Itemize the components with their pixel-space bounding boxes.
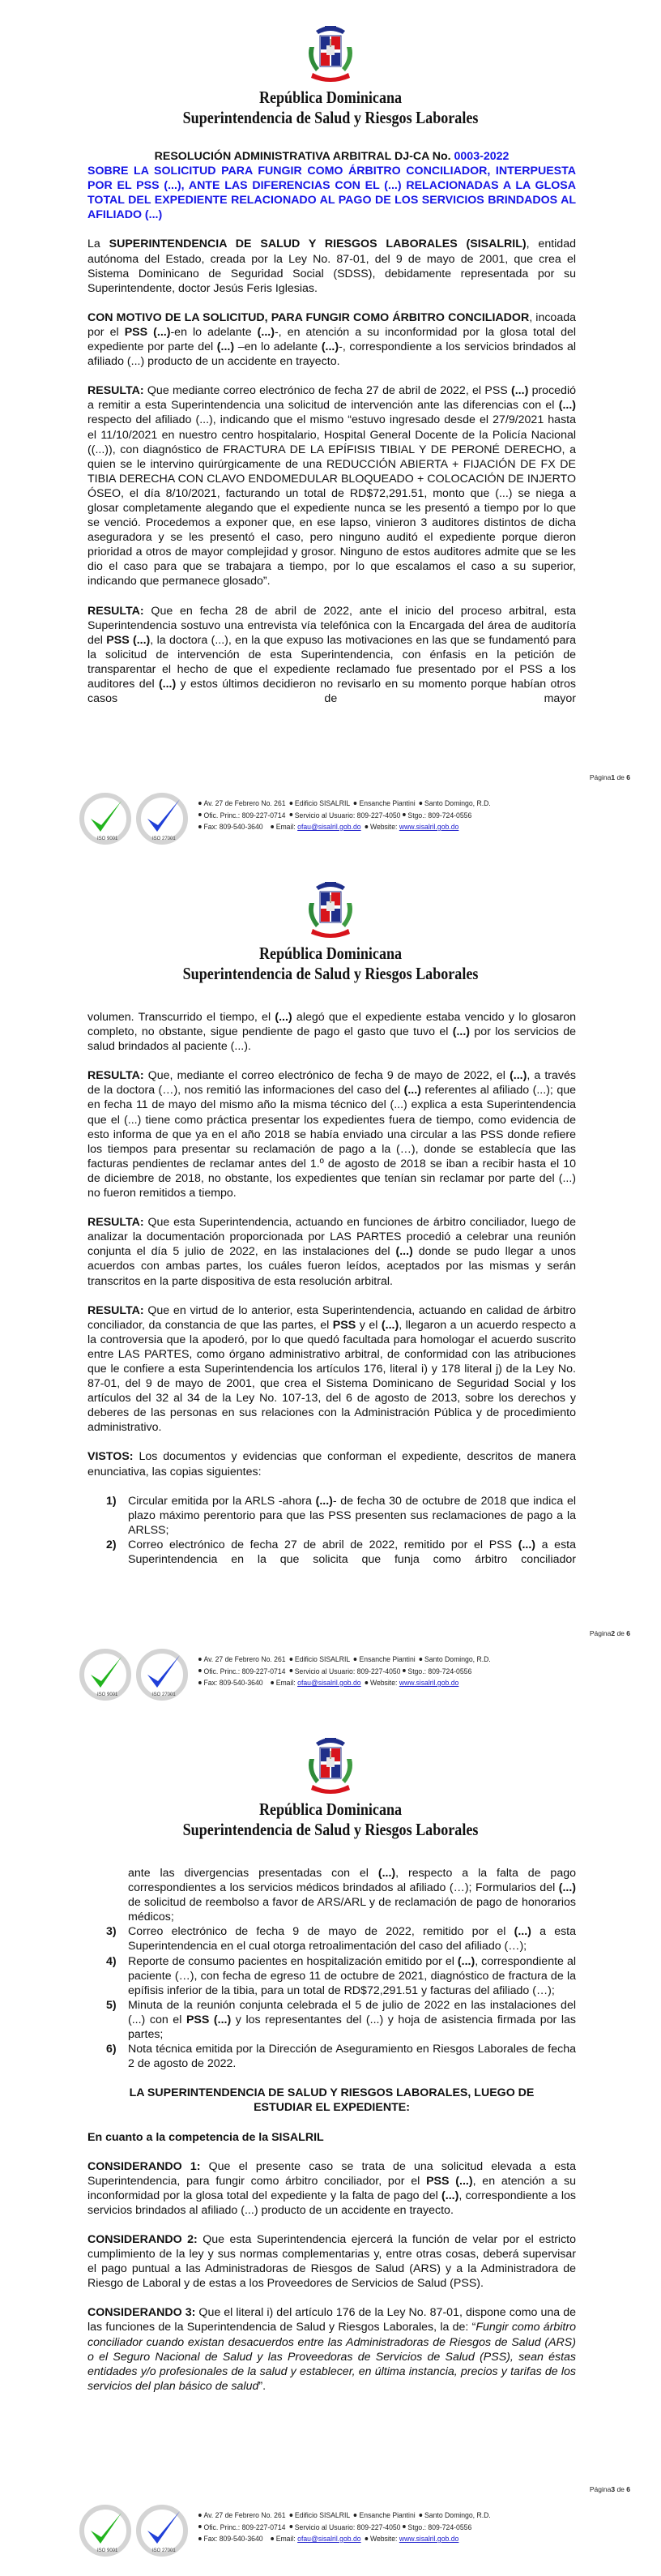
item-number: 6) <box>106 2043 117 2056</box>
vistos-list-continued <box>87 1866 576 2071</box>
competencia-heading: En cuanto a la competencia de la SISALRIL <box>87 2130 324 2144</box>
text: Email: <box>275 823 298 831</box>
badge-label: ISO 9001 <box>97 837 118 841</box>
badge-label: ISO 27001 <box>152 1692 176 1697</box>
considerando-label: CONSIDERANDO 2: <box>87 2232 198 2246</box>
text: por los servicios de salud brindados al paciente (...). <box>87 1025 577 1054</box>
text: (...) <box>452 1025 470 1039</box>
item-number: 3) <box>106 1925 117 1939</box>
motivo-paragraph <box>87 310 576 369</box>
text: , la doctora (...), en la que expuso las motivaciones en las que se fundamentó para la solicitud de intervención de esta Superintendencia, con énfasis en la petición de transparentar el hecho de que el expediente reclamado fue presentado por el PSS a los auditores del <box>87 633 577 691</box>
header-country: República Dominicana <box>258 944 403 963</box>
item-number: 2) <box>106 1538 117 1551</box>
resolution-prefix: RESOLUCIÓN ADMINISTRATIVA ARBITRAL DJ-CA No. <box>154 150 454 163</box>
text: (...) <box>315 1494 333 1508</box>
page-3 <box>0 1712 661 2576</box>
text: -, en atención a su inconformidad por la glosa total del expediente por parte del <box>87 325 576 354</box>
text: 6 <box>626 1629 630 1637</box>
text: Santo Domingo, R.D. <box>424 2511 491 2519</box>
iso-27001-badge-icon <box>136 1649 188 1701</box>
text: y estos últimos decidieron no revisarlo en su momento porque habían otros casos de mayor <box>87 678 576 706</box>
list-item <box>106 1494 576 1538</box>
text: Servicio al Usuario: 809-227-4050 <box>294 2523 401 2531</box>
text: Los documentos y evidencias que conforman el expediente, descritos de manera enunciativa, las copias siguientes: <box>87 1450 576 1478</box>
list-item <box>106 1954 576 1998</box>
email-link[interactable]: ofau@sisalril.gob.do <box>297 2535 361 2543</box>
item-number: 4) <box>106 1954 117 1968</box>
text: , respecto a la falta de pago correspondientes a los servicios médicos brindados al afiliado (…); Formularios del <box>128 1867 576 1895</box>
text: Edificio SISALRIL <box>294 799 351 807</box>
resulta-label: RESULTA: <box>87 604 144 618</box>
page-footer <box>0 1623 661 1712</box>
badge-label: ISO 9001 <box>97 2548 118 2553</box>
text: Ofic. Princ.: 809-227-0714 <box>203 1667 286 1675</box>
text: Santo Domingo, R.D. <box>424 799 491 807</box>
text: Stgo.: 809-724-0556 <box>407 811 472 819</box>
text: Servicio al Usuario: 809-227-4050 <box>294 811 401 819</box>
text: -, correspondiente a los servicios brindados al afiliado (...) producto de un accidente en trayecto. <box>87 340 576 369</box>
page-1 <box>0 0 661 856</box>
entity-name: SUPERINTENDENCIA DE SALUD Y RIESGOS LABORALES (SISALRIL) <box>109 237 527 251</box>
text: , en atención a su inconformidad por la glosa total del expediente y la falta de pago del <box>87 2174 576 2202</box>
text: 6 <box>626 2485 630 2493</box>
text: Que esta Superintendencia ejercerá la función de velar por el estricto cumplimiento de la ley y sus normas complementarias y, entre otras cosas, deberá supervisar el pago puntual a las Administradoras de Riesgos de Salud (ARS) y a la Administradora de Riesgo de Laboral y de estas a los Proveedores de Servicios de Salud (PSS). <box>87 2232 577 2291</box>
text: Website: <box>369 2535 399 2543</box>
text: (...) <box>558 399 576 413</box>
text: Ensanche Piantini <box>359 799 416 807</box>
text: (...) <box>441 2189 459 2202</box>
text: Website: <box>369 823 399 831</box>
text: Que el literal i) del artículo 176 de la Ley No. 87-01, dispone como una de las funciones de la Superintendencia de Salud y Riesgos Laborales, la de: “ <box>87 2306 576 2334</box>
list-item <box>106 1998 576 2042</box>
text: , a través de la doctora (…), nos remitió las informaciones del caso del <box>87 1069 576 1098</box>
text: Av. 27 de Febrero No. 261 <box>203 1655 286 1663</box>
coat-of-arms-icon <box>298 1735 363 1799</box>
text: (...) <box>457 1954 475 1968</box>
text: (...) <box>514 1925 531 1939</box>
considerando-3 <box>87 2305 576 2394</box>
text: (...) <box>511 384 529 398</box>
page-2 <box>0 856 661 1712</box>
text: - de fecha 30 de octubre de 2018 que indica el plazo máximo perentorio para que las PSS presenten sus reclamaciones de pago a la ARLSS; <box>128 1494 576 1537</box>
text: a esta Superintendencia en la que solicita que funja como árbitro conciliador <box>128 1538 577 1566</box>
text: Circular emitida por la ARLS -ahora <box>128 1494 316 1508</box>
resulta-2-continued <box>87 1010 576 1054</box>
text: (...) <box>216 340 235 354</box>
text: Edificio SISALRIL <box>294 2511 351 2519</box>
iso-27001-badge-icon <box>136 2505 188 2557</box>
text: respecto del afiliado (...), indicando que el mismo “estuvo ingresado desde el 27/9/2021 hasta el 11/10/2021 en nuestro centro hospitalario, Hospital General Docente de la Policía Nacional ((...)), con diagnóstico de FRACTURA DE LA EPÍFISIS TIBIAL Y DE PERONÉ DERECHO, a quien se le intervino quirúrgicamente de una REDUCCIÓN ABIERTA + FIJACIÓN DE FX DE TIBIA DERECHA CON CLAVO ENDOMEDULAR BLOQUEADO + COLOCACIÓN DE INJERTO ÓSEO, el día 8/10/2021, facturando un total de RD$72,291.51, monto que (...) se niega a glosar completamente alegando que el expediente nunca se les presentó a tiempo por lo que se venció. Procedemos a exponer que, en ese lapso, vinieron 3 auditores distintos de dicha aseguradora y se les presentó el caso, pero ninguno auditó el expediente porque dieron prioridad a otros de mayor complejidad y grosor. Ninguno de estos auditores admite que se les dio el caso para que se trabajara a tiempo, por lo que escalamos el caso a su superior, indicando que permanece glosado”. <box>87 413 576 588</box>
page-footer <box>0 767 661 856</box>
resulta-2 <box>87 604 576 707</box>
resulta-label: RESULTA: <box>87 1303 144 1317</box>
email-link[interactable]: ofau@sisalril.gob.do <box>297 823 361 831</box>
motivo-lead: CON MOTIVO DE LA SOLICITUD, PARA FUNGIR COMO ÁRBITRO CONCILIADOR <box>87 310 530 324</box>
text: Ensanche Piantini <box>359 2511 416 2519</box>
resulta-3 <box>87 1068 576 1200</box>
text: Minuta de la reunión conjunta celebrada el 5 de julio de 2022 en las instalaciones del (...) con el <box>128 1998 576 2026</box>
certification-badges <box>79 793 188 845</box>
contact-info <box>198 1654 491 1689</box>
considerando-2 <box>87 2232 576 2291</box>
text: (...) <box>158 678 177 691</box>
text: Que en fecha 28 de abril de 2022, ante el inicio del proceso arbitral, esta Superintendencia sostuvo una entrevista vía telefónica con la Encargada del área de auditoría del <box>87 604 576 647</box>
page-header <box>0 879 661 984</box>
header-country: República Dominicana <box>258 1799 403 1819</box>
text: (...) <box>321 340 339 354</box>
text: Santo Domingo, R.D. <box>424 1655 491 1663</box>
considerando-label: CONSIDERANDO 1: <box>87 2159 201 2173</box>
text: Reporte de consumo pacientes en hospitalización emitido por el <box>128 1954 458 1968</box>
resulta-1 <box>87 383 576 588</box>
header-organization: Superintendencia de Salud y Riesgos Laborales <box>182 108 479 127</box>
text: y el <box>356 1318 382 1332</box>
contact-info <box>198 2510 491 2545</box>
text: Ofic. Princ.: 809-227-0714 <box>203 2523 286 2531</box>
text: Que en virtud de lo anterior, esta Superintendencia, actuando en calidad de árbitro conciliador, da constancia de que las partes, el <box>87 1303 576 1332</box>
vistos-paragraph <box>87 1449 576 1478</box>
document-body <box>87 1010 576 1581</box>
resulta-label: RESULTA: <box>87 1069 144 1083</box>
text: (...) <box>518 1538 536 1551</box>
text: , entidad autónoma del Estado, creada por la Ley No. 87-01, del 9 de mayo de 2001, que crea el Sistema Dominicano de Seguridad Social (SDSS), debidamente representada por su Superintendente, doctor Jesús Feris Iglesias. <box>87 237 576 295</box>
iso-9001-badge-icon <box>79 793 131 845</box>
text: y los representantes del (...) y hoja de asistencia firmada por las partes; <box>128 2013 576 2042</box>
badge-label: ISO 27001 <box>152 837 176 841</box>
text: de <box>615 773 627 781</box>
text: Nota técnica emitida por la Dirección de Aseguramiento en Riesgos Laborales de fecha 2 de agosto de 2022. <box>128 2043 576 2071</box>
text: Correo electrónico de fecha 9 de mayo de 2022, remitido por el <box>128 1925 514 1939</box>
text: (...) <box>377 1867 396 1880</box>
text: 3 <box>611 2485 616 2493</box>
text: (...) <box>257 325 275 339</box>
resolution-number: 0003-2022 <box>454 150 510 163</box>
badge-label: ISO 27001 <box>152 2548 176 2553</box>
text: Fax: 809-540-3640 <box>203 2535 263 2543</box>
header-organization: Superintendencia de Salud y Riesgos Laborales <box>182 964 479 983</box>
item-number: 1) <box>106 1494 117 1508</box>
text: Página <box>589 773 612 781</box>
text: Website: <box>369 1679 399 1687</box>
text: alegó que el expediente estaba vencido y lo glosaron completo, no obstante, sigue pendiente de pago el gasto que tuvo el <box>87 1011 576 1039</box>
text: PSS (...) <box>106 633 151 647</box>
text: PSS (...) <box>186 2013 232 2026</box>
text: Av. 27 de Febrero No. 261 <box>203 799 286 807</box>
text: (...) <box>381 1318 399 1332</box>
header-country: República Dominicana <box>258 88 403 107</box>
text: Que, mediante el correo electrónico de fecha 9 de mayo de 2022, el <box>143 1069 510 1083</box>
website-link[interactable]: www.sisalril.gob.do <box>399 1679 459 1687</box>
resolution-subject: SOBRE LA SOLICITUD PARA FUNGIR COMO ÁRBITRO CONCILIADOR, INTERPUESTA POR EL PSS (...), ANTE LAS DIFERENCIAS CON EL (...) RELACIONADAS A LA GLOSA TOTAL DEL EXPEDIENTE RELACIONADO AL PAGO DE LOS SERVICIOS BRINDADOS AL AFILIADO (...) <box>87 165 576 222</box>
text: Email: <box>275 2535 298 2543</box>
text: , llegaron a un acuerdo respecto a la controversia que la apoderó, por lo que quedó facultada para homologar el acuerdo suscrito entre LAS PARTES, como órgano administrativo arbitral, de conformidad con las atribuciones que le confiere a esta Superintendencia los artículos 176, literal i) y 178 literal j) de la Ley No. 87-01, del 9 de mayo de 2001, que crea el Sistema Dominicano de Seguridad Social y los artículos del 32 al 34 de la Ley No. 107-13, del 6 de agosto de 2013, sobre los derechos y deberes de las personas en sus relaciones con la Administración Pública y de procedimiento administrativo. <box>87 1318 577 1435</box>
page-number <box>590 2485 630 2493</box>
text: (...) <box>510 1069 527 1083</box>
text: referentes al afiliado (...); que en fecha 11 de mayo del mismo año la misma técnico del (...) explica a esta Superintendencia que el (...) tiene como práctica presentar los expedientes fuera de tiempo, como evidencia de esto informa de que ya en el año 2018 se había enviado una circular a las PSS donde refiere los tiempos para presentar su reclamación de pago a la (…), donde se establecía que las facturas pendientes de reclamar antes del 1.º de agosto de 2018 se iban a recibir hasta el 10 de diciembre de 2018, no obstante, los expedientes que tenían sin reclamar por parte del (...) no fueron remitidos a tiempo. <box>87 1084 576 1200</box>
text: 1 <box>611 773 616 781</box>
text: a esta Superintendencia en el cual otorga retroalimentación del caso del afiliado (…); <box>128 1925 577 1953</box>
text: (...) <box>558 1881 576 1895</box>
coat-of-arms-icon <box>298 879 363 944</box>
text: Que mediante correo electrónico de fecha 27 de abril de 2022, el PSS <box>143 384 512 398</box>
email-link[interactable]: ofau@sisalril.gob.do <box>297 1679 361 1687</box>
text: , incoada por el <box>87 310 576 339</box>
text: (...) <box>395 1245 413 1259</box>
text: Ofic. Princ.: 809-227-0714 <box>203 811 286 819</box>
text: Servicio al Usuario: 809-227-4050 <box>294 1667 401 1675</box>
page-number <box>590 773 630 781</box>
text: (...) <box>275 1011 292 1024</box>
text: Fax: 809-540-3640 <box>203 1679 263 1687</box>
iso-27001-badge-icon <box>136 793 188 845</box>
text: 2 <box>611 1629 616 1637</box>
page-footer <box>0 2479 661 2568</box>
text: Correo electrónico de fecha 27 de abril de 2022, remitido por el PSS <box>128 1538 518 1551</box>
resolution-title <box>87 149 576 164</box>
iso-9001-badge-icon <box>79 2505 131 2557</box>
text: de <box>615 2485 627 2493</box>
list-item <box>106 1924 577 1953</box>
vistos-list <box>87 1494 576 1567</box>
page-header <box>0 23 661 128</box>
list-item <box>106 1538 577 1567</box>
list-item <box>106 2042 576 2071</box>
text: , correspondiente a los servicios brindados al afiliado (...) producto de un accidente en trayecto. <box>87 2189 576 2217</box>
certification-badges <box>79 1649 188 1701</box>
page-number <box>590 1629 630 1637</box>
page-header <box>0 1735 661 1840</box>
text: ante las divergencias presentadas con el <box>128 1867 378 1880</box>
resulta-label: RESULTA: <box>87 1216 144 1230</box>
resulta-label: RESULTA: <box>87 384 144 398</box>
text: Edificio SISALRIL <box>294 1655 351 1663</box>
text: La <box>87 237 109 251</box>
item-number: 5) <box>106 1998 117 2012</box>
text: -en lo adelante <box>170 325 258 339</box>
text: Página <box>589 1629 612 1637</box>
text: (...) <box>403 1084 421 1098</box>
text: Que esta Superintendencia, actuando en funciones de árbitro conciliador, luego de analizar la documentación proporcionada por LAS PARTES procedió a celebrar una reunión conjunta el día 5 julio de 2022, en las instalaciones del <box>87 1216 576 1259</box>
list-item-continued <box>128 1866 576 1924</box>
resulta-5 <box>87 1303 576 1436</box>
text: volumen. Transcurrido el tiempo, el <box>87 1011 275 1024</box>
text: –en lo adelante <box>234 340 322 354</box>
text: Email: <box>275 1679 298 1687</box>
considerando-label: CONSIDERANDO 3: <box>87 2306 196 2320</box>
law-quote: Fungir como árbitro conciliador cuando existan desacuerdos entre las Administradoras de Riesgos de Salud (ARS) o el Seguro Nacional de Salud y las Proveedoras de Servicios de Salud (PSS), sean éstas entidades y/o profesionales de la salud y establecer, en última instancia, precios y tarifas de los servicios del plan básico de salud <box>87 2321 576 2393</box>
vistos-label: VISTOS: <box>87 1450 134 1464</box>
certification-badges <box>79 2505 188 2557</box>
text: Que el presente caso se trata de una solicitud elevada a esta Superintendencia, para fungir como árbitro conciliador, por el <box>87 2159 577 2188</box>
study-heading: LA SUPERINTENDENCIA DE SALUD Y RIESGOS LABORALES, LUEGO DE ESTUDIAR EL EXPEDIENTE: <box>129 2086 535 2115</box>
text: de solicitud de reembolso a favor de ARS/ARL y de reclamación de pago de honorarios médicos; <box>128 1896 576 1924</box>
text: PSS <box>332 1318 356 1332</box>
text: Stgo.: 809-724-0556 <box>407 1667 472 1675</box>
website-link[interactable]: www.sisalril.gob.do <box>399 823 459 831</box>
document-body <box>87 149 576 721</box>
contact-info <box>198 798 491 833</box>
coat-of-arms-icon <box>298 23 363 88</box>
considerando-1 <box>87 2159 576 2218</box>
text: Stgo.: 809-724-0556 <box>407 2523 472 2531</box>
text: PSS (...) <box>124 325 171 339</box>
text: , correspondiente al paciente (…), con fecha de egreso 11 de octubre de 2021, diagnóstico de fractura de la epífisis inferior de la tibia, para un total de RD$72,291.51 y facturas del afiliado (…); <box>128 1954 576 1997</box>
text: Av. 27 de Febrero No. 261 <box>203 2511 286 2519</box>
text: PSS (...) <box>426 2174 473 2188</box>
website-link[interactable]: www.sisalril.gob.do <box>399 2535 459 2543</box>
text: de <box>615 1629 627 1637</box>
text: Página <box>589 2485 612 2493</box>
header-organization: Superintendencia de Salud y Riesgos Laborales <box>182 1820 479 1839</box>
text: Ensanche Piantini <box>359 1655 416 1663</box>
intro-paragraph <box>87 237 576 295</box>
iso-9001-badge-icon <box>79 1649 131 1701</box>
text: Fax: 809-540-3640 <box>203 823 263 831</box>
text: 6 <box>626 773 630 781</box>
text: donde se pudo llegar a unos acuerdos con ambas partes, los cuáles fueron leídos, aceptados por las mismas y serán transcritos en la parte dispositiva de esta resolución arbitral. <box>87 1245 577 1288</box>
text: procedió a remitir a esta Superintendencia una solicitud de intervención ante las diferencias con el <box>87 384 576 413</box>
text: ”. <box>258 2379 267 2393</box>
document-body <box>87 1866 576 2408</box>
badge-label: ISO 9001 <box>97 1692 118 1697</box>
resulta-4 <box>87 1215 576 1288</box>
